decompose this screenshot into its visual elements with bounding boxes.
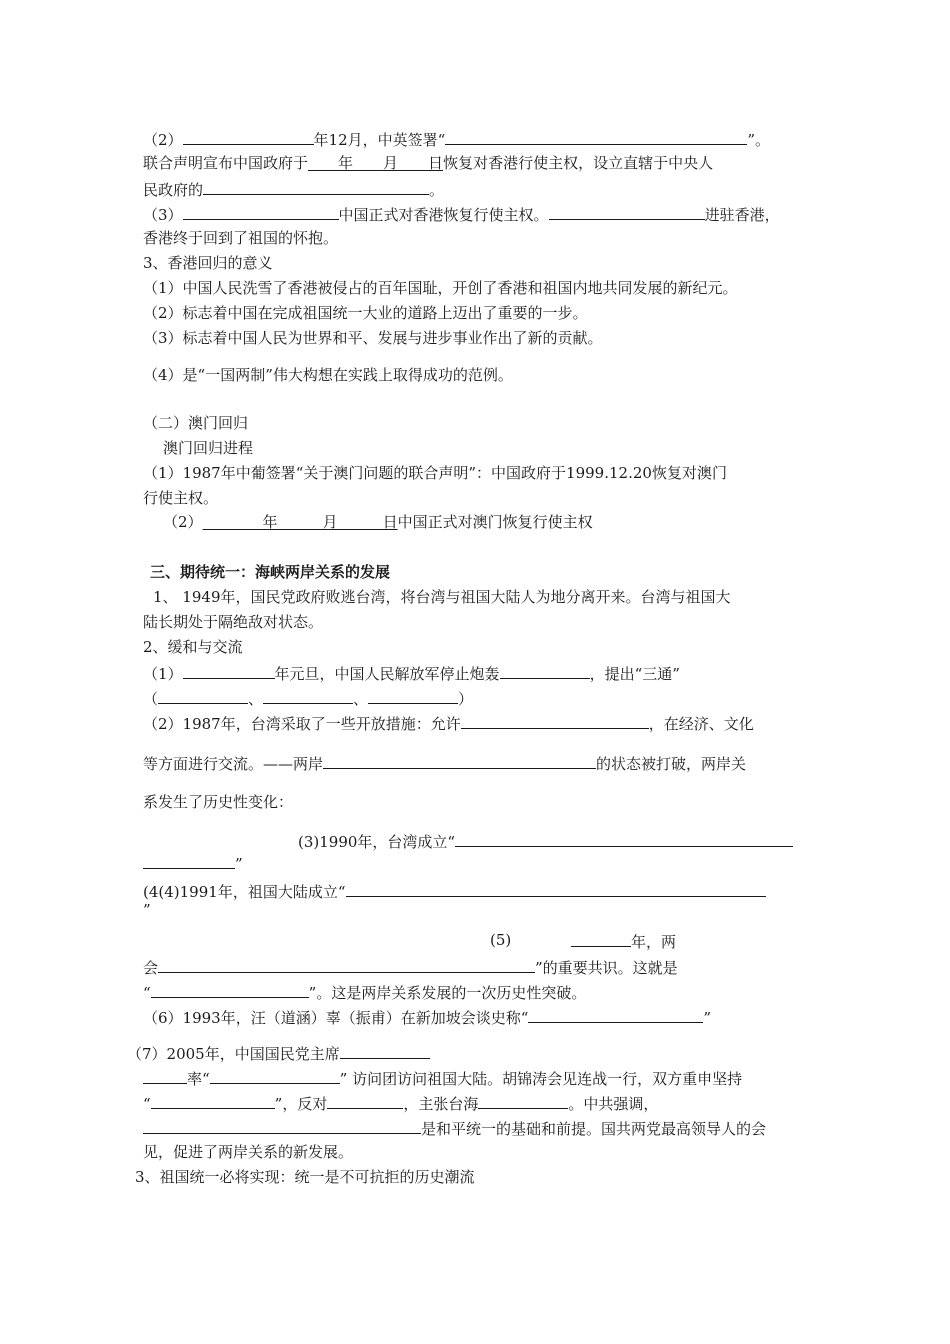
detente-item-3-line-1: (3)1990年，台湾成立“ <box>298 830 793 852</box>
detente-item-2-line-2: 等方面进行交流。——两岸 的状态被打破，两岸关 <box>143 752 746 774</box>
detente-item-1-line-1: （1） 年元旦，中国人民解放军停止炮轰 ，提出“三通” <box>143 662 680 684</box>
taiwan-item-1-line-1: 1、 1949年，国民党政府败逃台湾，将台湾与祖国大陆人为地分离开来。台湾与祖国大 <box>153 588 731 606</box>
blank-input[interactable] <box>340 1042 430 1059</box>
detente-item-4-line-1: (4(4)1991年，祖国大陆成立“ <box>143 880 766 902</box>
blank-input[interactable] <box>143 852 235 869</box>
blank-input[interactable] <box>445 128 747 145</box>
detente-item-2-line-1: （2）1987年，台湾采取了一些开放措施：允许 ，在经济、文化 <box>143 712 754 734</box>
blank-input[interactable] <box>151 981 309 998</box>
detente-item-5-number: (5) <box>490 931 512 949</box>
macau-heading: （二）澳门回归 <box>143 414 249 432</box>
blank-input[interactable] <box>263 687 353 704</box>
blank-input[interactable] <box>210 1067 340 1084</box>
blank-input[interactable] <box>183 662 275 679</box>
blank-input[interactable] <box>528 1006 703 1023</box>
section-heading-significance: 3、香港回归的意义 <box>143 254 273 272</box>
detente-item-5-line-2: 会 ”的重要共识。这就是 <box>143 956 678 978</box>
blank-input[interactable] <box>158 956 535 973</box>
blank-input[interactable] <box>500 662 590 679</box>
detente-item-6: （6）1993年，汪（道涵）辜（振甫）在新加坡会谈史称“ ” <box>143 1006 711 1028</box>
detente-item-7-line-5: 见，促进了两岸关系的新发展。 <box>143 1143 354 1161</box>
significance-item-3: （3）标志着中国人民为世界和平、发展与进步事业作出了新的贡献。 <box>143 329 603 347</box>
blank-input[interactable] <box>143 1117 421 1134</box>
detente-item-2-line-3: 系发生了历史性变化： <box>143 793 294 811</box>
significance-item-2: （2）标志着中国在完成祖国统一大业的道路上迈出了重要的一步。 <box>143 304 588 322</box>
blank-input[interactable] <box>346 880 766 897</box>
detente-item-7-line-2: 率“ ” 访问团访问祖国大陆。胡锦涛会见连战一行，双方重申坚持 <box>143 1067 742 1089</box>
taiwan-heading: 三、期待统一：海峡两岸关系的发展 <box>150 563 391 581</box>
blank-input[interactable] <box>571 930 631 947</box>
blank-input[interactable] <box>478 1092 568 1109</box>
detente-item-7-line-3: “ ”，反对 ，主张台海 。中共强调， <box>143 1092 658 1114</box>
detente-item-1-line-2: （ 、 、 ） <box>143 687 473 709</box>
blank-input[interactable] <box>151 1092 275 1109</box>
blank-input[interactable] <box>323 752 596 769</box>
blank-input[interactable] <box>203 178 429 195</box>
hk-item-2-line-1: （2） 年12月，中英签署“ ”。 <box>143 128 770 150</box>
blank-input[interactable] <box>455 830 793 847</box>
blank-input[interactable] <box>368 687 458 704</box>
section-heading-detente: 2、缓和与交流 <box>143 638 243 656</box>
hk-item-2-line-2: 联合声明宣布中国政府于 年 月 日恢复对香港行使主权，设立直辖于中央人 <box>143 154 714 172</box>
blank-input[interactable] <box>183 128 314 145</box>
significance-item-4: （4）是“一国两制”伟大构想在实践上取得成功的范例。 <box>143 366 513 384</box>
detente-item-4-line-2: ” <box>143 901 151 919</box>
blank-input[interactable] <box>461 712 649 729</box>
blank-input[interactable] <box>549 203 705 220</box>
blank-input[interactable] <box>158 687 248 704</box>
macau-subheading: 澳门回归进程 <box>163 439 254 457</box>
detente-item-3-line-2: ” <box>143 852 243 874</box>
macau-item-1-line-1: （1）1987年中葡签署“关于澳门问题的联合声明”：中国政府于1999.12.20恢复对澳门 <box>143 464 727 482</box>
detente-item-7-line-1: （7）2005年，中国国民党主席 <box>127 1042 430 1064</box>
taiwan-item-1-line-2: 陆长期处于隔绝敌对状态。 <box>143 613 324 631</box>
detente-item-5-line-3: “ ”。这是两岸关系发展的一次历史性突破。 <box>143 981 586 1003</box>
section-heading-reunification: 3、祖国统一必将实现：统一是不可抗拒的历史潮流 <box>135 1168 475 1186</box>
hk-item-3-line-2: 香港终于回到了祖国的怀抱。 <box>143 229 339 247</box>
macau-item-1-line-2: 行使主权。 <box>143 489 219 507</box>
significance-item-1: （1）中国人民洗雪了香港被侵占的百年国耻，开创了香港和祖国内地共同发展的新纪元。 <box>143 279 738 297</box>
hk-item-3-line-1: （3） 中国正式对香港恢复行使主权。 进驻香港， <box>143 203 780 225</box>
hk-item-2-line-3: 民政府的 。 <box>143 178 444 200</box>
blank-input[interactable] <box>327 1092 403 1109</box>
blank-input[interactable] <box>183 203 339 220</box>
detente-item-7-line-4: 是和平统一的基础和前提。国共两党最高领导人的会 <box>143 1117 766 1139</box>
detente-item-5-year: 年，两 <box>571 930 676 952</box>
blank-input[interactable] <box>143 1067 187 1084</box>
macau-item-2: （2） 年 月 日中国正式对澳门恢复行使主权 <box>163 513 593 531</box>
